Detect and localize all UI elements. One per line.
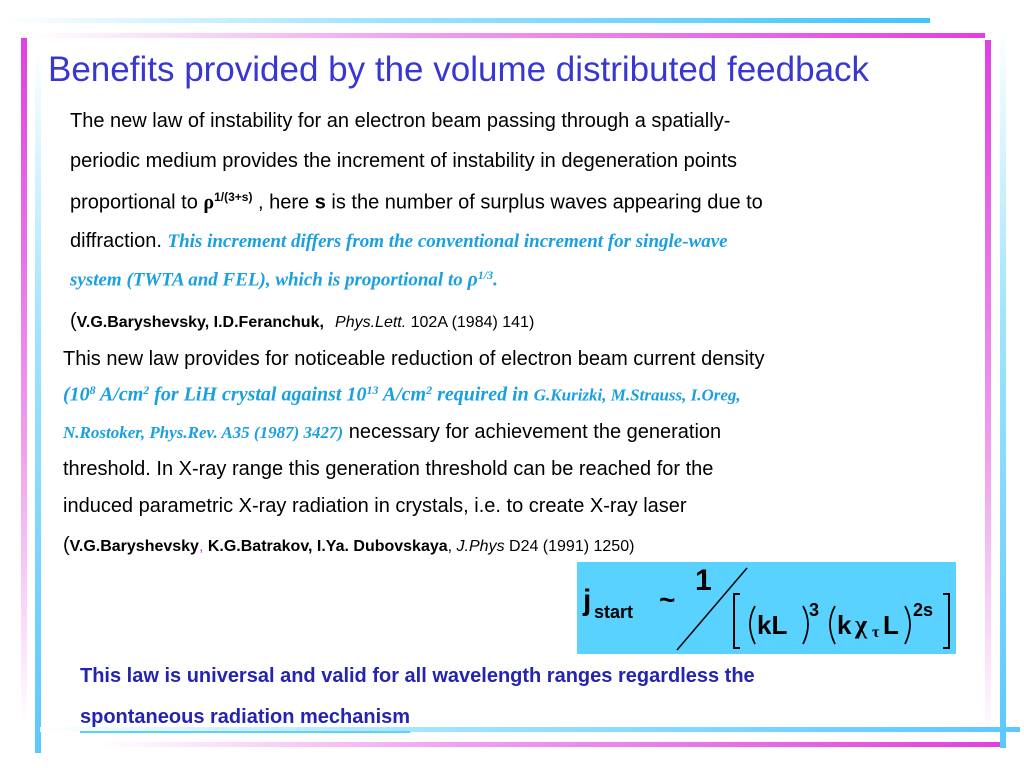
p2-l2-c: for LiH crystal against 10	[149, 383, 367, 406]
p1-l4-a: diffraction.	[70, 230, 168, 252]
p1-l3-a: proportional to	[70, 191, 204, 214]
rho-symbol: ρ	[203, 191, 215, 214]
p2-line-5: induced parametric X-ray radiation in crystals, i.e. to create X-ray laser	[63, 495, 687, 517]
p2-l2-ref: G.Kurizki, M.Strauss, I.Oreg,	[533, 385, 741, 405]
left-square-bracket	[734, 594, 740, 648]
paren-1-open	[750, 606, 755, 644]
ref2-comma2: ,	[447, 538, 457, 555]
ref1-open: (	[70, 310, 77, 332]
ref2-author-1: V.G.Baryshevsky	[69, 538, 199, 555]
p1-line-5	[70, 268, 498, 291]
p1-exponent: 1/(3+s)	[214, 190, 253, 204]
formula-k: k	[837, 610, 852, 640]
closing-line-1: This law is universal and valid for all wavelength ranges regardless the	[80, 665, 755, 687]
paren-2-close	[905, 606, 910, 644]
p2-line-3	[63, 421, 721, 444]
ref2-num: D24 (1991) 1250)	[504, 538, 635, 555]
formula-j: j	[583, 584, 592, 617]
p2-line-2	[63, 383, 741, 406]
p2-l2-b: A/cm	[95, 383, 144, 406]
left-blue-bar	[35, 48, 41, 753]
fraction-slash	[677, 568, 747, 650]
formula-box	[577, 562, 956, 654]
formula-chi: χ	[855, 610, 868, 639]
p1-line-3	[70, 190, 763, 215]
p2-e4: 2	[426, 383, 433, 397]
p1-line-1: The new law of instability for an electron beam passing through a spatially-	[70, 110, 731, 132]
p2-line-1: This new law provides for noticeable reduction of electron beam current density	[63, 348, 765, 370]
right-magenta-bar	[985, 40, 991, 740]
ref2-journal: J.Phys	[456, 538, 505, 555]
ref2-comma: ,	[198, 538, 208, 555]
right-square-bracket	[943, 594, 949, 648]
p1-l5-rho: ρ	[467, 268, 478, 291]
p1-l4-italic: This increment differs from the conventional increment for single-wave	[167, 231, 728, 252]
formula-tilde: ~	[659, 584, 676, 615]
bottom-magenta-bar	[100, 742, 1000, 747]
ref2-open: (	[63, 534, 70, 556]
ref2-author-2: K.G.Batrakov, I.Ya. Dubovskaya	[207, 538, 448, 555]
p2-e3: 13	[366, 383, 379, 397]
paren-1-close	[803, 606, 808, 644]
formula-tau: τ	[872, 624, 880, 641]
formula-exp-3: 3	[809, 600, 820, 620]
top-magenta-bar	[30, 33, 985, 38]
p2-e1: 8	[89, 383, 96, 397]
formula-kL: kL	[757, 610, 788, 640]
formula-L: L	[883, 610, 899, 640]
ref1-journal: Phys.Lett.	[335, 314, 407, 331]
formula-exp-2s: 2s	[913, 600, 934, 620]
p2-l2-a: (10	[63, 383, 90, 406]
p1-l5-end: .	[493, 269, 498, 291]
p2-e2: 2	[143, 383, 150, 397]
p2-l3-b: necessary for achievement the generation	[343, 421, 722, 443]
formula-numerator: 1	[695, 564, 712, 597]
p2-reference	[63, 534, 634, 557]
top-gradient-bar	[0, 18, 930, 23]
p1-s: s	[314, 191, 326, 214]
p1-line-4	[70, 230, 728, 253]
closing-line-2: spontaneous radiation mechanism	[80, 703, 410, 733]
ref1-num: 102A (1984) 141)	[406, 314, 535, 331]
p2-line-4: threshold. In X-ray range this generation threshold can be reached for the	[63, 458, 714, 480]
p1-l5-italic: system (TWTA and FEL), which is proportional to	[70, 269, 468, 291]
p1-l3-b: , here	[252, 191, 315, 214]
p2-l2-d: A/cm	[378, 383, 427, 406]
ref1-authors: V.G.Baryshevsky, I.D.Feranchuk,	[76, 314, 324, 331]
p2-l3-ref: N.Rostoker, Phys.Rev. A35 (1987) 3427)	[63, 423, 344, 442]
right-blue-bar	[1000, 28, 1006, 748]
p1-l5-exp: 1/3	[477, 268, 494, 282]
paren-2-open	[830, 606, 835, 644]
formula-start: start	[594, 602, 634, 622]
p1-line-2: periodic medium provides the increment of instability in degeneration points	[70, 150, 738, 172]
left-magenta-bar	[21, 38, 27, 726]
p1-l3-c: is the number of surplus waves appearing due to	[325, 191, 763, 214]
p1-reference	[70, 310, 534, 333]
slide-title: Benefits provided by the volume distributed feedback	[48, 50, 870, 89]
closing-statement	[80, 656, 960, 738]
p2-l2-f: required in	[432, 383, 534, 406]
